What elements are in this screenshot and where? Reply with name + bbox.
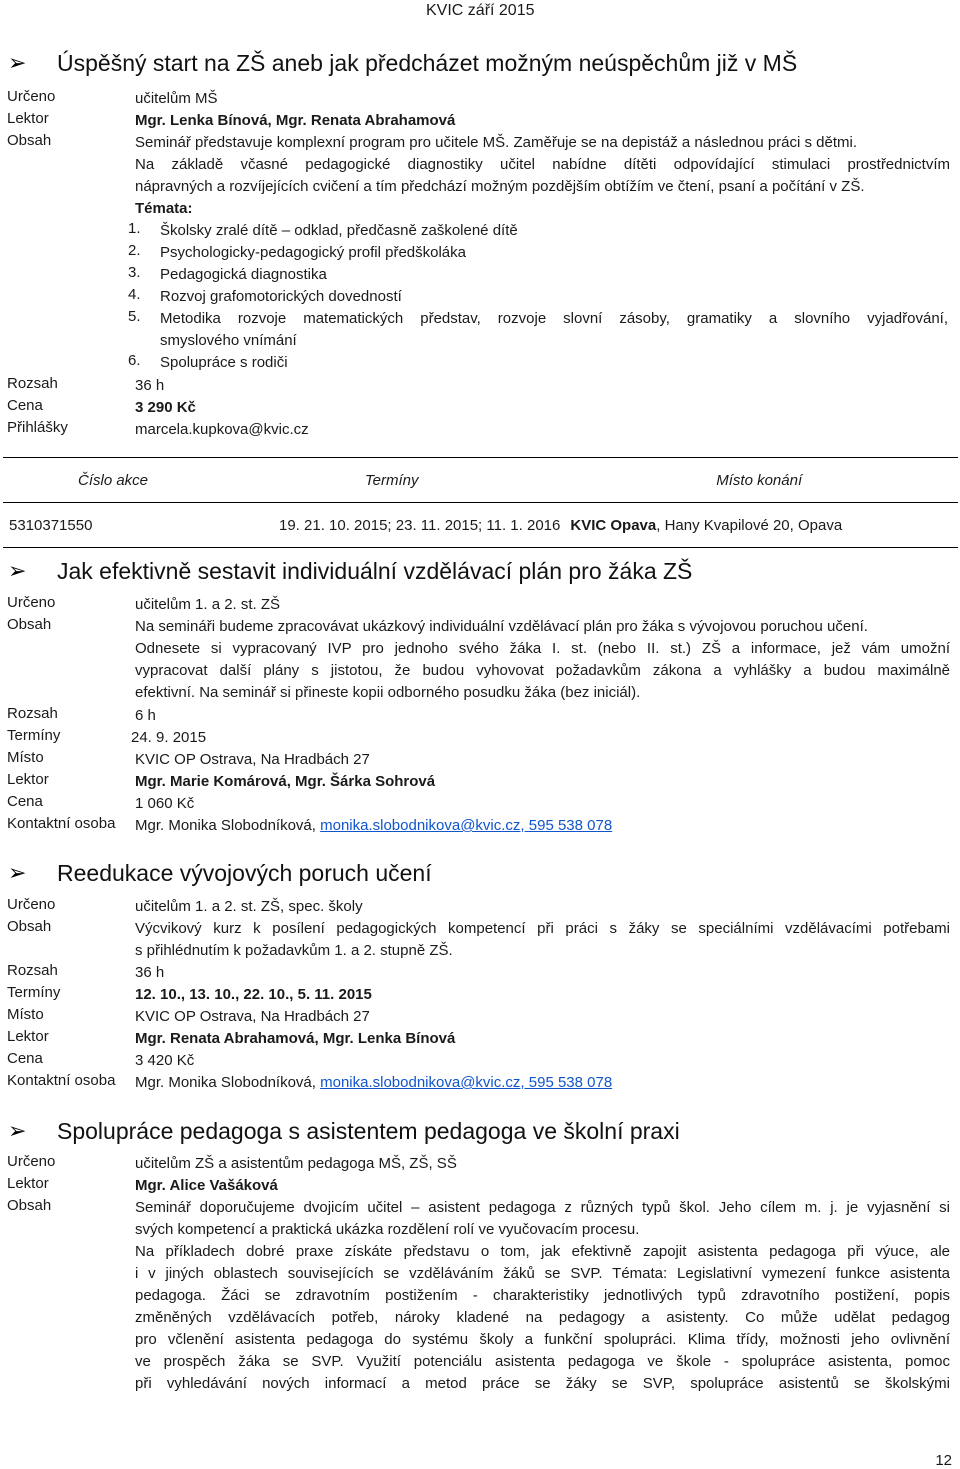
col-header: Místo konání [560, 458, 958, 503]
header-title: KVIC září 2015 [426, 2, 535, 19]
col-header: Termíny [223, 458, 560, 503]
page-header [0, 0, 960, 24]
contact-email-link[interactable]: monika.slobodnikova@kvic.cz, 595 538 078 [320, 817, 613, 834]
table-row [3, 503, 958, 548]
prihlasky-email[interactable]: marcela.kupkova@kvic.cz [135, 421, 309, 438]
event-dates: 19. 21. 10. 2015; 23. 11. 2015; 11. 1. 2016 [223, 503, 560, 548]
section-2-title: ➢ Jak efektivně sestavit individuální vzdělávací plán pro žáka ZŠ [8, 557, 693, 584]
arrow-bullet-icon: ➢ [8, 860, 27, 885]
contact-email-link[interactable]: monika.slobodnikova@kvic.cz, 595 538 078 [320, 1074, 613, 1091]
arrow-bullet-icon: ➢ [8, 558, 27, 583]
section-1-title: ➢ Úspěšný start na ZŠ aneb jak předcházet možným neúspěchům již v MŠ [8, 49, 798, 76]
section-3-title: ➢ Reedukace vývojových poruch učení [8, 859, 432, 886]
arrow-bullet-icon: ➢ [8, 50, 27, 75]
event-number: 5310371550 [3, 503, 223, 548]
event-place: KVIC Opava, Hany Kvapilové 20, Opava [560, 503, 958, 548]
arrow-bullet-icon: ➢ [8, 1118, 27, 1143]
page-number: 12 [935, 1452, 952, 1469]
col-header: Číslo akce [3, 458, 223, 503]
events-table [3, 457, 958, 548]
section-4-title: ➢ Spolupráce pedagoga s asistentem pedagoga ve školní praxi [8, 1117, 680, 1144]
